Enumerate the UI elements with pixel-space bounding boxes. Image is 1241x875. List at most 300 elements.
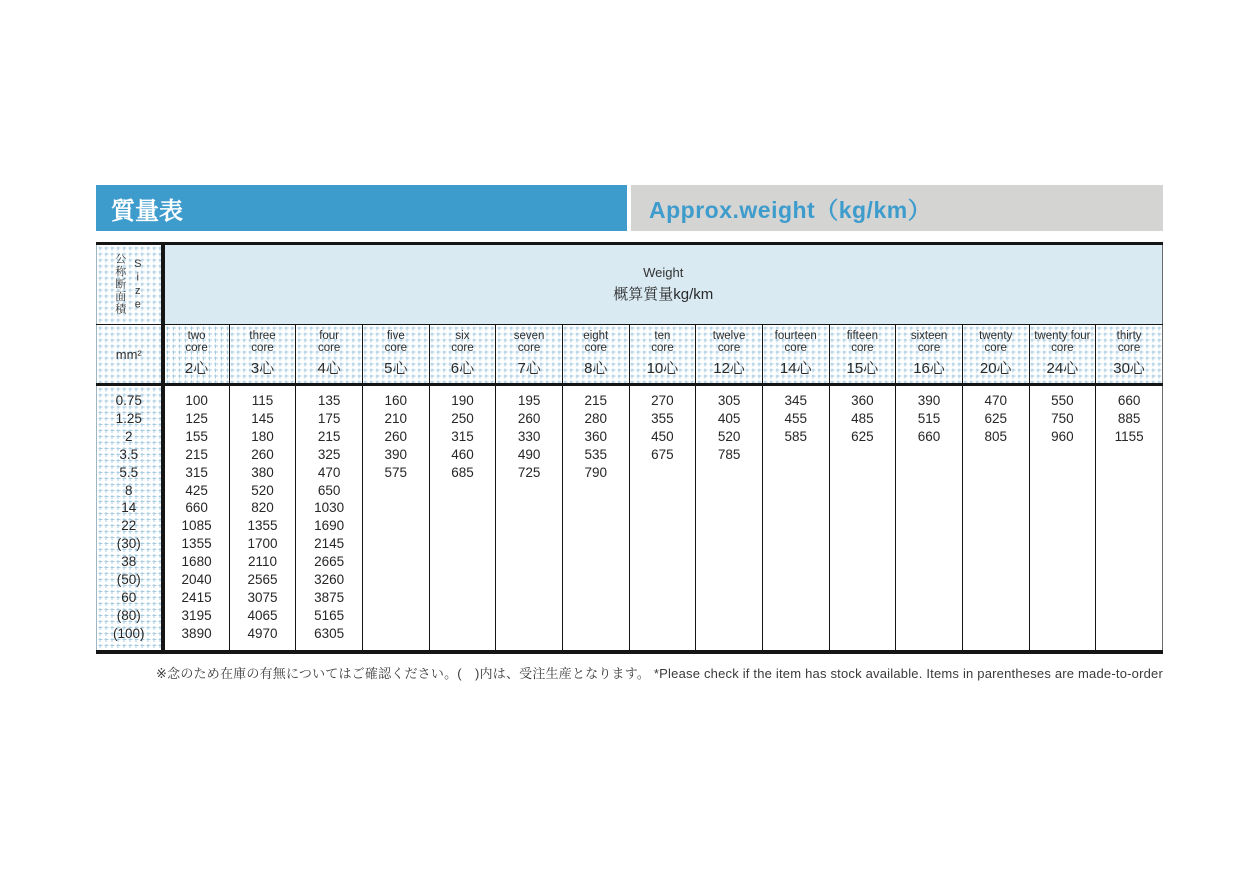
table-row <box>97 428 1163 446</box>
weight-value: 210 <box>362 410 429 428</box>
size-label: (100) <box>97 625 163 652</box>
core-label-en: core <box>1117 342 1141 354</box>
size-header-vertical <box>97 253 161 316</box>
weight-value <box>1096 517 1163 535</box>
core-label-en: fifteen <box>846 330 879 342</box>
weight-value <box>696 464 763 482</box>
weight-value: 100 <box>163 385 230 410</box>
title-bars <box>96 185 1163 231</box>
weight-value <box>829 571 896 589</box>
weight-value <box>829 446 896 464</box>
page-title-jp: 質量表 <box>111 197 183 225</box>
core-column-header <box>696 325 763 385</box>
weight-value <box>1029 499 1096 517</box>
core-label-en: five <box>386 330 405 342</box>
weight-value <box>696 571 763 589</box>
weight-value <box>762 482 829 500</box>
weight-value <box>896 607 963 625</box>
weight-value <box>896 464 963 482</box>
weight-value <box>1029 446 1096 464</box>
weight-value <box>1029 553 1096 571</box>
weight-value: 250 <box>429 410 496 428</box>
weight-value: 2110 <box>229 553 296 571</box>
weight-value <box>696 499 763 517</box>
weight-value <box>829 625 896 652</box>
weight-value: 520 <box>229 482 296 500</box>
weight-value <box>896 553 963 571</box>
weight-value: 490 <box>496 446 563 464</box>
table-row <box>97 385 1163 410</box>
weight-value <box>829 482 896 500</box>
weight-value <box>1096 535 1163 553</box>
weight-value: 575 <box>362 464 429 482</box>
weight-value: 195 <box>496 385 563 410</box>
core-label-en: core <box>251 342 274 354</box>
weight-value: 160 <box>362 385 429 410</box>
weight-value <box>562 589 629 607</box>
weight-value: 145 <box>229 410 296 428</box>
table-row <box>97 410 1163 428</box>
weight-value <box>429 535 496 553</box>
weight-value: 685 <box>429 464 496 482</box>
weight-value: 260 <box>362 428 429 446</box>
core-label-en: core <box>651 342 674 354</box>
weight-value: 1700 <box>229 535 296 553</box>
weight-value <box>629 607 696 625</box>
weight-value: 455 <box>762 410 829 428</box>
weight-value: 6305 <box>296 625 363 652</box>
weight-value: 155 <box>163 428 230 446</box>
core-label-en: core <box>851 342 874 354</box>
core-column-header <box>1096 325 1163 385</box>
weight-value <box>696 482 763 500</box>
core-label-jp: 14心 <box>779 360 812 377</box>
size-header-en: Size <box>131 257 144 312</box>
size-label: 38 <box>97 553 163 571</box>
core-label-en: core <box>1051 342 1074 354</box>
weight-value <box>629 589 696 607</box>
weight-value: 1155 <box>1096 428 1163 446</box>
weight-value <box>696 625 763 652</box>
weight-value <box>1029 607 1096 625</box>
weight-value: 2040 <box>163 571 230 589</box>
weight-value <box>629 571 696 589</box>
weight-value: 675 <box>629 446 696 464</box>
core-label-en: twenty <box>979 330 1013 342</box>
weight-value <box>762 517 829 535</box>
weight-value: 790 <box>562 464 629 482</box>
core-label-jp: 10心 <box>646 360 679 377</box>
weight-value <box>1096 625 1163 652</box>
weight-value: 270 <box>629 385 696 410</box>
core-label-en: ten <box>654 330 671 342</box>
weight-value <box>1096 607 1163 625</box>
weight-value: 390 <box>896 385 963 410</box>
weight-value <box>829 553 896 571</box>
weight-value <box>1029 517 1096 535</box>
weight-value: 725 <box>496 464 563 482</box>
weight-value <box>629 482 696 500</box>
weight-value <box>962 535 1029 553</box>
weight-value <box>896 589 963 607</box>
weight-value <box>362 553 429 571</box>
weight-value <box>896 446 963 464</box>
core-column-header <box>762 325 829 385</box>
size-label: 3.5 <box>97 446 163 464</box>
core-column-header <box>562 325 629 385</box>
weight-value <box>629 553 696 571</box>
size-label: 8 <box>97 482 163 500</box>
weight-value: 175 <box>296 410 363 428</box>
weight-value <box>962 499 1029 517</box>
weight-value <box>829 464 896 482</box>
weight-value <box>896 482 963 500</box>
weight-value <box>496 482 563 500</box>
weight-value <box>1096 589 1163 607</box>
weight-value <box>829 535 896 553</box>
weight-value <box>962 553 1029 571</box>
weight-value <box>829 517 896 535</box>
weight-value: 3075 <box>229 589 296 607</box>
table-row <box>97 499 1163 517</box>
weight-value <box>1096 553 1163 571</box>
weight-value <box>362 589 429 607</box>
table-row <box>97 553 1163 571</box>
weight-value: 125 <box>163 410 230 428</box>
weight-value: 1690 <box>296 517 363 535</box>
weight-value <box>896 499 963 517</box>
weight-value <box>1096 464 1163 482</box>
table-row <box>97 571 1163 589</box>
weight-value <box>762 464 829 482</box>
weight-value <box>429 571 496 589</box>
core-label-en: core <box>717 342 741 354</box>
weight-value: 215 <box>562 385 629 410</box>
size-label: 22 <box>97 517 163 535</box>
weight-value: 625 <box>829 428 896 446</box>
weight-value: 535 <box>562 446 629 464</box>
footnote <box>96 663 1163 682</box>
weight-value <box>1029 571 1096 589</box>
core-label-en: thirty <box>1116 330 1142 342</box>
weight-value: 520 <box>696 428 763 446</box>
core-label-en: six <box>455 330 470 342</box>
header-row-cores <box>97 325 1163 385</box>
weight-value: 820 <box>229 499 296 517</box>
weight-value <box>629 499 696 517</box>
weight-value: 260 <box>229 446 296 464</box>
weight-header-jp: 概算質量kg/km <box>613 286 714 303</box>
weight-value: 805 <box>962 428 1029 446</box>
table-row <box>97 589 1163 607</box>
weight-value <box>696 607 763 625</box>
table-row <box>97 446 1163 464</box>
weight-value: 215 <box>296 428 363 446</box>
core-column-header <box>429 325 496 385</box>
weight-value: 425 <box>163 482 230 500</box>
weight-value <box>962 517 1029 535</box>
weight-table <box>96 242 1163 654</box>
weight-value: 2665 <box>296 553 363 571</box>
weight-value <box>1096 571 1163 589</box>
weight-value: 190 <box>429 385 496 410</box>
core-column-header <box>163 325 230 385</box>
core-label-en: core <box>917 342 941 354</box>
size-label: (30) <box>97 535 163 553</box>
size-label: 2 <box>97 428 163 446</box>
weight-value: 345 <box>762 385 829 410</box>
weight-value: 330 <box>496 428 563 446</box>
weight-value: 215 <box>163 446 230 464</box>
core-label-jp: 5心 <box>384 360 408 377</box>
weight-value <box>696 553 763 571</box>
weight-value: 550 <box>1029 385 1096 410</box>
core-label-en: core <box>451 342 474 354</box>
weight-value: 3875 <box>296 589 363 607</box>
weight-value <box>429 482 496 500</box>
header-row-weight <box>97 244 1163 325</box>
weight-value: 280 <box>562 410 629 428</box>
weight-value <box>496 535 563 553</box>
weight-value <box>962 625 1029 652</box>
page-title-en: Approx.weight（kg/km） <box>649 196 932 223</box>
core-label-en: seven <box>513 330 545 342</box>
weight-value: 625 <box>962 410 1029 428</box>
weight-value: 960 <box>1029 428 1096 446</box>
core-column-header <box>362 325 429 385</box>
weight-value <box>1096 499 1163 517</box>
weight-value <box>696 517 763 535</box>
weight-value: 650 <box>296 482 363 500</box>
core-label-jp: 20心 <box>979 360 1012 377</box>
weight-value <box>629 535 696 553</box>
weight-value <box>496 553 563 571</box>
weight-value: 750 <box>1029 410 1096 428</box>
weight-value <box>696 535 763 553</box>
core-label-jp: 4心 <box>317 360 341 377</box>
weight-value <box>762 571 829 589</box>
size-label: 5.5 <box>97 464 163 482</box>
core-label-en: eight <box>583 330 609 342</box>
weight-value: 115 <box>229 385 296 410</box>
core-label-jp: 3心 <box>250 360 275 377</box>
title-bar-english <box>631 185 1163 231</box>
weight-value <box>1096 482 1163 500</box>
weight-value <box>896 535 963 553</box>
weight-value <box>562 482 629 500</box>
weight-header-en: Weight <box>643 265 684 280</box>
weight-value <box>362 607 429 625</box>
weight-value <box>362 625 429 652</box>
core-label-jp: 6心 <box>450 360 475 377</box>
core-column-header <box>1029 325 1096 385</box>
weight-value <box>429 607 496 625</box>
core-label-en: core <box>317 342 341 354</box>
weight-value: 470 <box>296 464 363 482</box>
weight-value <box>962 464 1029 482</box>
size-label: 60 <box>97 589 163 607</box>
weight-value: 470 <box>962 385 1029 410</box>
footnote-jp: ※念のため在庫の有無についてはご確認ください。( )内は、受注生産となります。 <box>156 665 651 681</box>
weight-value: 2415 <box>163 589 230 607</box>
weight-value <box>762 535 829 553</box>
weight-value <box>896 517 963 535</box>
weight-value: 3195 <box>163 607 230 625</box>
weight-value <box>896 625 963 652</box>
weight-value: 1030 <box>296 499 363 517</box>
weight-value <box>762 499 829 517</box>
weight-value <box>829 499 896 517</box>
weight-value: 1355 <box>163 535 230 553</box>
weight-value <box>1029 625 1096 652</box>
core-label-jp: 24心 <box>1046 360 1079 377</box>
weight-value <box>762 446 829 464</box>
weight-value: 390 <box>362 446 429 464</box>
weight-value: 2565 <box>229 571 296 589</box>
weight-value: 660 <box>1096 385 1163 410</box>
core-column-header <box>629 325 696 385</box>
table-row <box>97 517 1163 535</box>
weight-value <box>496 571 563 589</box>
weight-table-page <box>96 185 1163 682</box>
weight-value <box>762 589 829 607</box>
weight-value: 360 <box>829 385 896 410</box>
size-label: 1.25 <box>97 410 163 428</box>
size-unit: mm² <box>97 325 163 385</box>
weight-value <box>362 535 429 553</box>
core-column-header <box>229 325 296 385</box>
weight-value <box>362 482 429 500</box>
weight-value: 660 <box>896 428 963 446</box>
weight-value <box>562 553 629 571</box>
weight-value: 785 <box>696 446 763 464</box>
weight-value <box>429 589 496 607</box>
core-label-jp: 7心 <box>517 360 541 377</box>
core-label-en: two <box>187 330 206 342</box>
weight-value: 485 <box>829 410 896 428</box>
weight-value <box>629 464 696 482</box>
core-label-en: core <box>584 342 607 354</box>
size-label: (80) <box>97 607 163 625</box>
weight-value <box>762 625 829 652</box>
weight-value: 3260 <box>296 571 363 589</box>
size-column-header <box>97 244 163 325</box>
core-label-en: twelve <box>712 330 746 342</box>
core-label-en: three <box>249 330 276 342</box>
weight-value <box>962 607 1029 625</box>
weight-value: 5165 <box>296 607 363 625</box>
core-label-jp: 30心 <box>1113 360 1145 377</box>
weight-value <box>429 499 496 517</box>
weight-value <box>362 517 429 535</box>
weight-value <box>1029 482 1096 500</box>
weight-value: 515 <box>896 410 963 428</box>
weight-value <box>429 517 496 535</box>
core-column-header <box>296 325 363 385</box>
weight-value: 325 <box>296 446 363 464</box>
size-label: 0.75 <box>97 385 163 410</box>
weight-value <box>629 517 696 535</box>
table-row <box>97 482 1163 500</box>
weight-value <box>362 571 429 589</box>
weight-value <box>829 607 896 625</box>
weight-value <box>562 517 629 535</box>
weight-value <box>962 482 1029 500</box>
weight-value: 380 <box>229 464 296 482</box>
core-column-header <box>496 325 563 385</box>
weight-value: 405 <box>696 410 763 428</box>
weight-value <box>1029 589 1096 607</box>
table-row <box>97 535 1163 553</box>
core-column-header <box>962 325 1029 385</box>
table-row <box>97 464 1163 482</box>
core-label-en: sixteen <box>910 330 948 342</box>
weight-value: 355 <box>629 410 696 428</box>
weight-value <box>496 589 563 607</box>
weight-value: 315 <box>429 428 496 446</box>
core-label-en: core <box>384 342 407 354</box>
weight-value: 360 <box>562 428 629 446</box>
weight-value <box>962 571 1029 589</box>
weight-value <box>896 571 963 589</box>
weight-value: 2145 <box>296 535 363 553</box>
core-column-header <box>829 325 896 385</box>
core-label-jp: 15心 <box>846 360 879 377</box>
weight-value: 305 <box>696 385 763 410</box>
weight-value: 260 <box>496 410 563 428</box>
core-label-en: four <box>319 330 340 342</box>
core-label-jp: 2心 <box>184 360 209 377</box>
weight-value <box>429 553 496 571</box>
weight-value <box>562 535 629 553</box>
weight-value: 1680 <box>163 553 230 571</box>
weight-value <box>362 499 429 517</box>
weight-value <box>1029 464 1096 482</box>
weight-value <box>562 607 629 625</box>
weight-value: 3890 <box>163 625 230 652</box>
table-row <box>97 625 1163 652</box>
weight-value: 4970 <box>229 625 296 652</box>
weight-value: 315 <box>163 464 230 482</box>
weight-value <box>962 589 1029 607</box>
weight-value <box>562 571 629 589</box>
core-label-en: core <box>185 342 208 354</box>
table-row <box>97 607 1163 625</box>
weight-value: 1085 <box>163 517 230 535</box>
weight-value <box>496 625 563 652</box>
weight-value: 1355 <box>229 517 296 535</box>
core-label-en: core <box>784 342 807 354</box>
weight-value: 585 <box>762 428 829 446</box>
weight-value <box>696 589 763 607</box>
weight-value <box>496 499 563 517</box>
size-header-jp: 公称断面積 <box>113 253 126 316</box>
core-label-en: core <box>517 342 541 354</box>
core-label-jp: 8心 <box>584 360 608 377</box>
core-label-en: core <box>984 342 1007 354</box>
core-label-jp: 12心 <box>713 360 745 377</box>
weight-value <box>562 499 629 517</box>
weight-value <box>962 446 1029 464</box>
weight-value: 135 <box>296 385 363 410</box>
weight-value: 180 <box>229 428 296 446</box>
weight-value: 660 <box>163 499 230 517</box>
core-column-header <box>896 325 963 385</box>
weight-value <box>762 553 829 571</box>
weight-value <box>1096 446 1163 464</box>
core-label-en: fourteen <box>774 330 817 342</box>
weight-value <box>629 625 696 652</box>
